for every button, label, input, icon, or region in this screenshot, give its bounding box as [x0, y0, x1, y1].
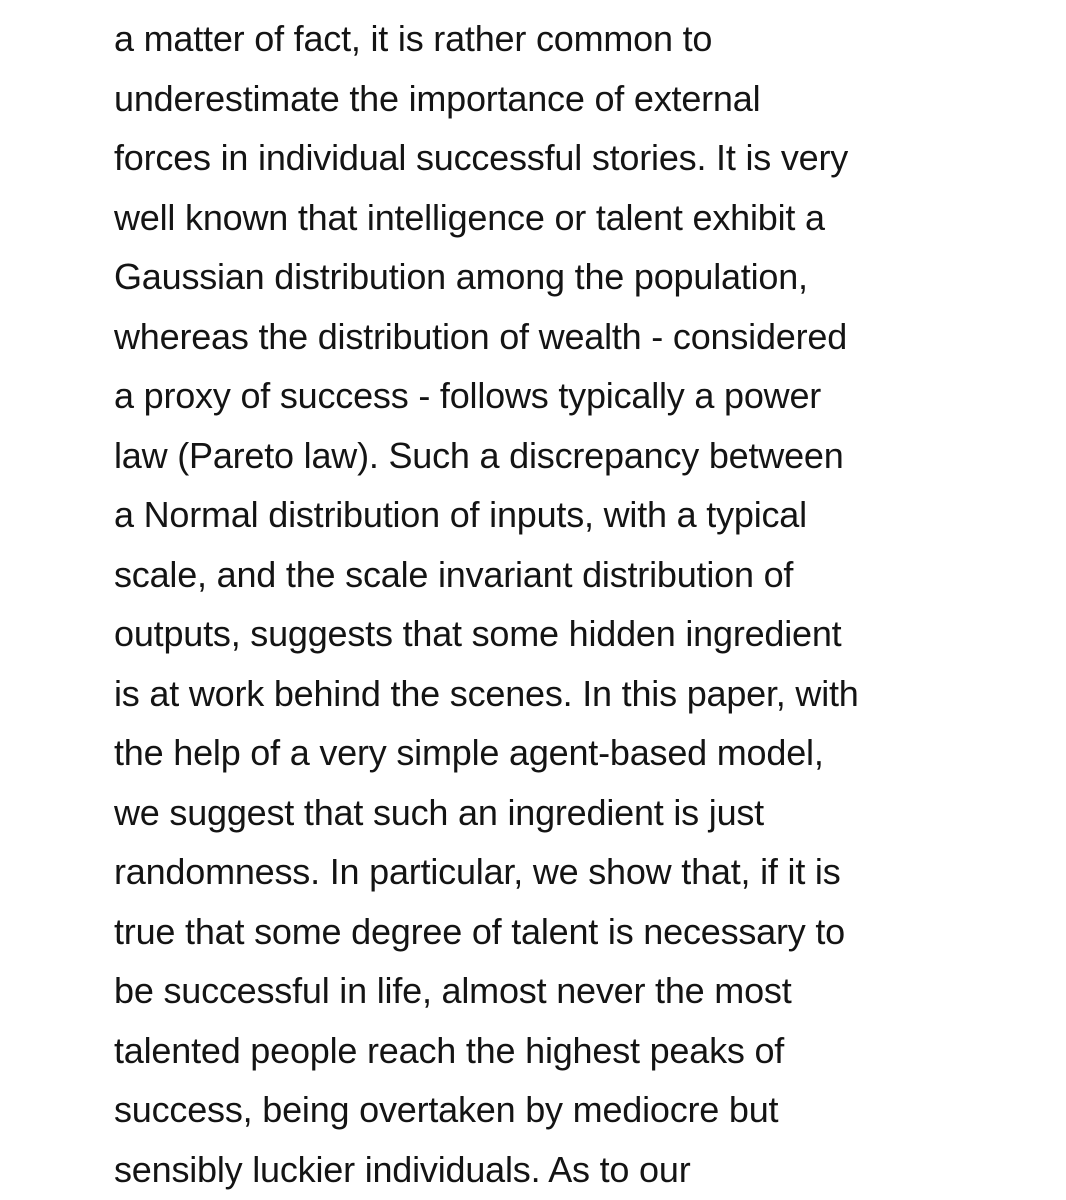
text-line: forces in individual successful stories. It is very: [114, 137, 849, 178]
text-line: underestimate the importance of external: [114, 77, 761, 119]
text-line: a Normal distribution of inputs, with a typical: [114, 494, 807, 535]
abstract-text: [114, 9, 1054, 1199]
text-line: we suggest that such an ingredient is just: [114, 791, 764, 833]
text-line: the help of a very simple agent-based model,: [114, 732, 824, 773]
text-line: well known that intelligence or talent exhibit a: [114, 196, 825, 238]
text-line: scale, and the scale invariant distribution of: [114, 553, 794, 595]
text-line: law (Pareto law). Such a discrepancy between: [114, 434, 844, 476]
text-line: sensibly luckier individuals. As to our: [114, 1148, 691, 1190]
text-line: outputs, suggests that some hidden ingredient: [114, 613, 842, 654]
text-line: Gaussian distribution among the population,: [114, 256, 808, 297]
text-line: true that some degree of talent is necessary to: [114, 910, 846, 952]
text-line: is at work behind the scenes. In this paper, with: [114, 672, 859, 714]
text-line: a proxy of success - follows typically a power: [114, 375, 822, 416]
text-line: be successful in life, almost never the most: [114, 970, 792, 1011]
text-line: whereas the distribution of wealth - considered: [114, 315, 848, 357]
text-line: randomness. In particular, we show that, if it is: [114, 851, 841, 892]
text-line: talented people reach the highest peaks of: [114, 1029, 785, 1071]
text-line: success, being overtaken by mediocre but: [114, 1089, 779, 1130]
text-line: a matter of fact, it is rather common to: [114, 18, 713, 59]
